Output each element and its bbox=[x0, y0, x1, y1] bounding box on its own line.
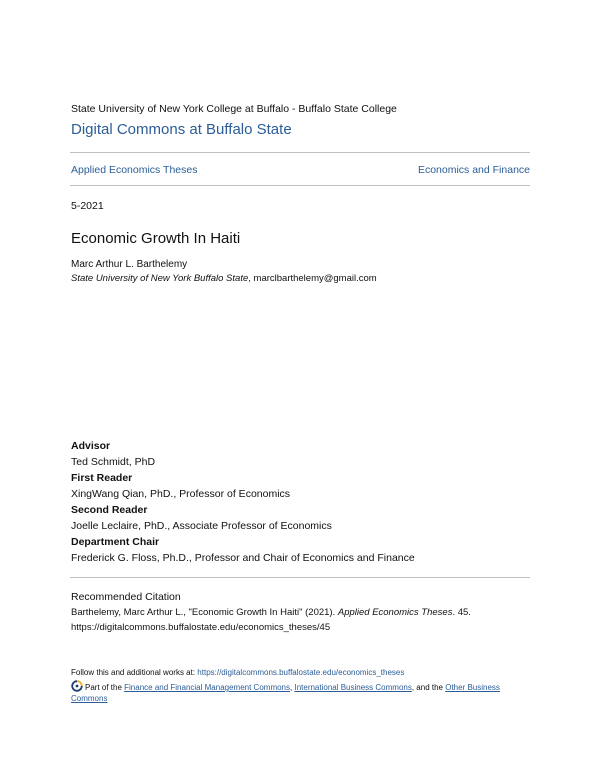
separator: , and the bbox=[411, 683, 446, 692]
part-of-text: Part of the bbox=[85, 683, 125, 692]
follow-link[interactable]: https://digitalcommons.buffalostate.edu/economics_theses bbox=[197, 668, 405, 677]
committee-member: Joelle Leclaire, PhD., Associate Professor of Economics bbox=[71, 520, 332, 532]
author-email: , marclbarthelemy@gmail.com bbox=[248, 273, 377, 284]
repository-link[interactable]: Digital Commons at Buffalo State bbox=[71, 121, 292, 138]
citation-url[interactable]: https://digitalcommons.buffalostate.edu/economics_theses/45 bbox=[71, 622, 331, 633]
committee-role: Advisor bbox=[71, 440, 111, 452]
author-name: Marc Arthur L. Barthelemy bbox=[71, 259, 188, 270]
bepress-network-icon bbox=[71, 680, 83, 692]
commons-link-other-business[interactable]: Other Business Commons bbox=[71, 683, 500, 703]
collection-link-right[interactable]: Economics and Finance bbox=[417, 164, 530, 176]
divider bbox=[70, 185, 530, 186]
commons-link-international-business[interactable]: International Business Commons bbox=[294, 683, 412, 692]
committee-role: First Reader bbox=[71, 472, 133, 484]
citation-prefix: Barthelemy, Marc Arthur L., "Economic Growth In Haiti" (2021). bbox=[71, 607, 338, 618]
committee-member: XingWang Qian, PhD., Professor of Economics bbox=[71, 488, 291, 500]
committee-list bbox=[71, 438, 531, 566]
citation-heading: Recommended Citation bbox=[71, 591, 181, 603]
affiliation-name: State University of New York Buffalo State bbox=[71, 273, 249, 284]
committee-role: Second Reader bbox=[71, 504, 148, 516]
separator: , bbox=[290, 683, 295, 692]
part-of-line bbox=[71, 680, 531, 704]
divider bbox=[70, 152, 530, 153]
follow-line bbox=[71, 668, 404, 677]
commons-link-finance[interactable]: Finance and Financial Management Commons bbox=[124, 683, 291, 692]
author-affiliation bbox=[71, 273, 377, 284]
citation-series: Applied Economics Theses bbox=[337, 607, 453, 618]
institution-name: State University of New York College at Buffalo - Buffalo State College bbox=[71, 103, 397, 115]
citation-suffix: . 45. bbox=[452, 607, 471, 618]
committee-member: Ted Schmidt, PhD bbox=[71, 456, 156, 468]
citation-text bbox=[71, 605, 531, 635]
collection-link-left[interactable]: Applied Economics Theses bbox=[71, 164, 198, 176]
divider bbox=[70, 577, 530, 578]
follow-text: Follow this and additional works at: bbox=[71, 668, 198, 677]
committee-role: Department Chair bbox=[71, 536, 160, 548]
committee-member: Frederick G. Floss, Ph.D., Professor and Chair of Economics and Finance bbox=[71, 552, 415, 564]
paper-title: Economic Growth In Haiti bbox=[71, 230, 241, 247]
publication-date: 5-2021 bbox=[71, 200, 104, 212]
